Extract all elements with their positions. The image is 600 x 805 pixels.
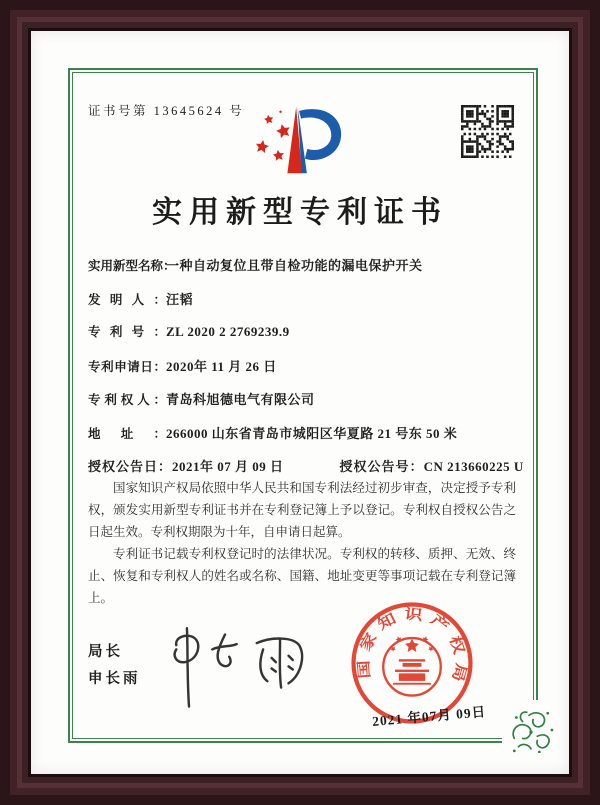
floral-flourish-icon <box>508 707 554 753</box>
seal-date: 2021 年07月 09日 <box>371 704 487 729</box>
field-row-address <box>88 423 518 444</box>
field-value: 青岛科旭德电气有限公司 <box>166 392 315 407</box>
field-value: 汪韬 <box>166 291 194 307</box>
field-row-patentee <box>88 389 518 410</box>
legal-paragraph: 专利证书记载专利权登记时的法律状况。专利权的转移、质押、无效、终止、恢复和专利权人的姓名或名称、国籍、地址变更等事项记载在专利登记簿上。 <box>88 547 516 605</box>
field-value: 2020年 11 月 26 日 <box>166 358 277 374</box>
legal-paragraph: 国家知识产权局依照中华人民共和国专利法经过初步审查，决定授予专利权，颁发实用新型专利证书并在专利登记簿上予以登记。专利权自授权公告之日起生效。专利权期限为十年，自申请日起算。 <box>88 481 516 539</box>
certificate-title: 实用新型专利证书 <box>152 196 448 229</box>
field-value: ZL 2020 2 2769239.9 <box>166 324 290 339</box>
field-label: 专利号 ： <box>88 322 166 340</box>
qr-code <box>461 105 514 158</box>
grant-number-label: 授权公告号 ： <box>340 459 424 474</box>
field-label: 发明人 ： <box>88 290 166 308</box>
field-value: 266000 山东省青岛市城阳区华夏路 21 号东 50 米 <box>166 425 458 441</box>
field-row-name <box>88 255 518 276</box>
field-row-patent-no <box>88 322 518 343</box>
director-signature-icon <box>153 623 333 715</box>
grant-row <box>88 456 524 477</box>
certificate-number: 证书号第 13645624 号 <box>88 104 245 118</box>
seal-text: 国家知识产权局 <box>356 606 469 686</box>
field-label: 专利权人 ： <box>88 390 166 408</box>
director-name: 申长雨 <box>88 671 141 687</box>
field-label: 专利申请日 ： <box>88 357 166 375</box>
field-row-inventor <box>88 289 518 310</box>
grant-number-value: CN 213660225 U <box>423 459 524 474</box>
field-value: 一种自动复位且带自检功能的漏电保护开关 <box>166 258 423 273</box>
signer-block <box>88 639 141 693</box>
grant-date <box>88 456 284 477</box>
field-label: 实用新型名称 ： <box>88 256 166 274</box>
grant-date-label: 授权公告日 ： <box>88 459 172 474</box>
paper <box>31 31 569 774</box>
legal-text <box>88 477 516 609</box>
field-list <box>88 255 524 477</box>
cnipa-logo-icon <box>247 105 357 181</box>
grant-date-value: 2021年 07 月 09 日 <box>172 459 284 474</box>
director-title: 局长 <box>88 644 123 660</box>
field-row-filing-date <box>88 356 518 377</box>
field-label: 地址 ： <box>88 424 166 442</box>
grant-number <box>340 456 524 477</box>
